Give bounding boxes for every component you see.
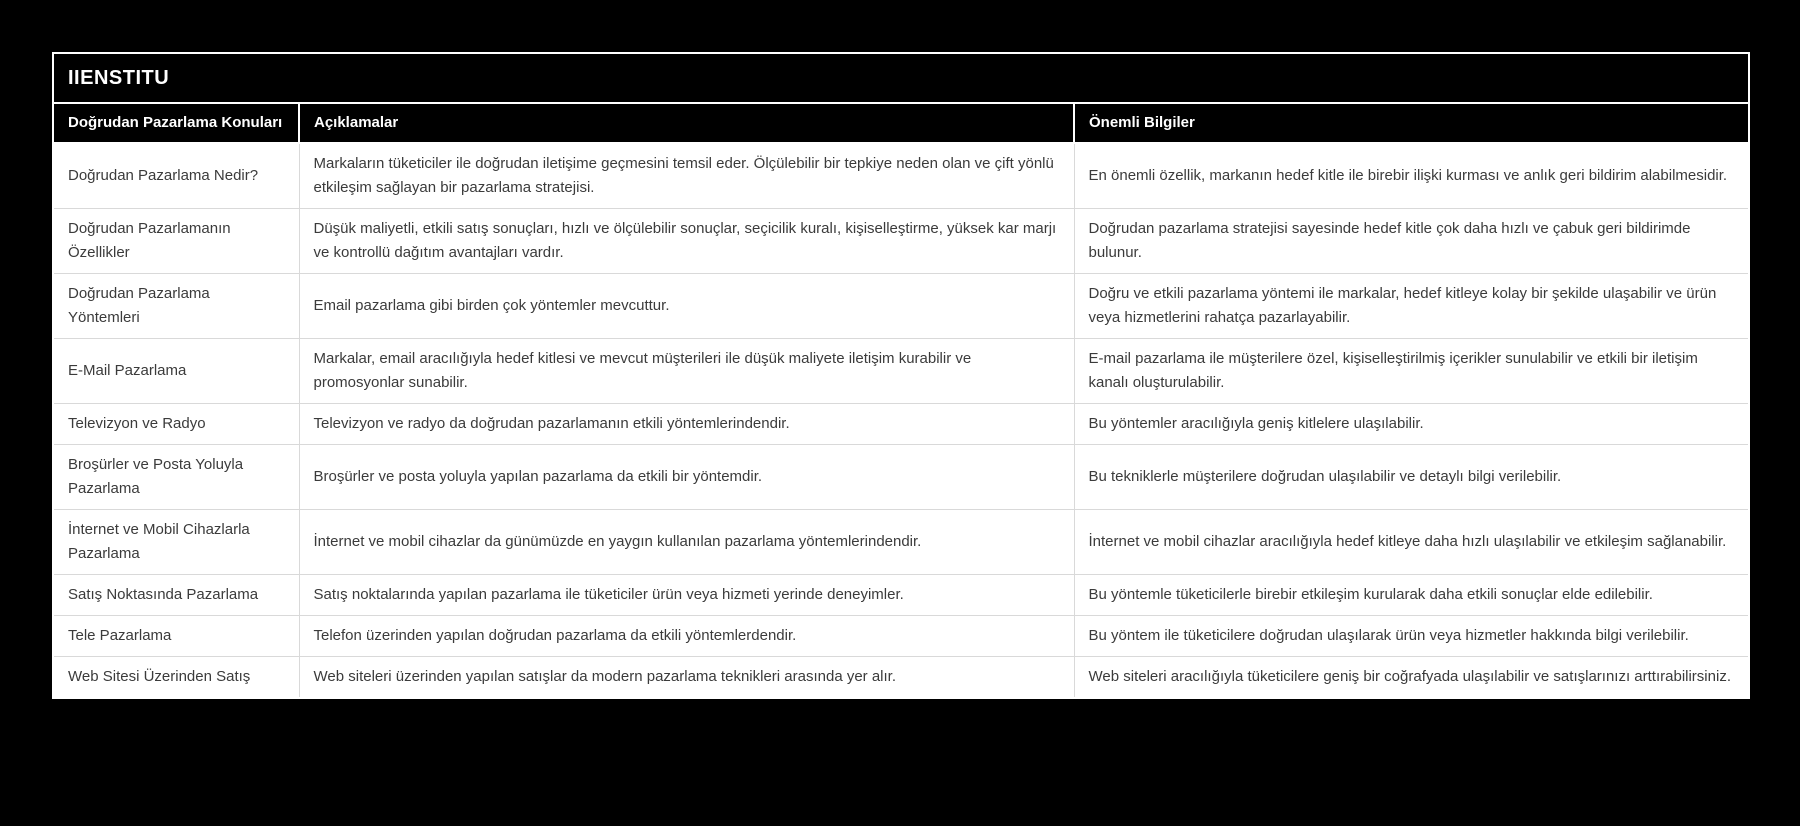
table-body <box>54 143 1748 697</box>
description-cell: İnternet ve mobil cihazlar da günümüzde en yaygın kullanılan pazarlama yöntemlerindendir. <box>299 510 1074 575</box>
description-cell: Düşük maliyetli, etkili satış sonuçları, hızlı ve ölçülebilir sonuçlar, seçicilik kuralı, kişiselleştirme, yüksek kar marjı ve kontrollü dağıtım avantajları vardır. <box>299 209 1074 274</box>
table-row <box>54 404 1748 445</box>
table-row <box>54 209 1748 274</box>
table-row <box>54 274 1748 339</box>
description-cell: Telefon üzerinden yapılan doğrudan pazarlama da etkili yöntemlerdendir. <box>299 616 1074 657</box>
description-cell: Satış noktalarında yapılan pazarlama ile tüketiciler ürün veya hizmeti yerinde deneyimler. <box>299 575 1074 616</box>
topic-cell: Web Sitesi Üzerinden Satış <box>54 657 299 698</box>
topic-cell: İnternet ve Mobil Cihazlarla Pazarlama <box>54 510 299 575</box>
topic-cell: Satış Noktasında Pazarlama <box>54 575 299 616</box>
description-cell: Email pazarlama gibi birden çok yöntemler mevcuttur. <box>299 274 1074 339</box>
info-cell: E-mail pazarlama ile müşterilere özel, kişiselleştirilmiş içerikler sunulabilir ve etkili bir iletişim kanalı oluşturulabilir. <box>1074 339 1748 404</box>
info-cell: Doğrudan pazarlama stratejisi sayesinde hedef kitle çok daha hızlı ve çabuk geri bildirimde bulunur. <box>1074 209 1748 274</box>
info-cell: Bu yöntemle tüketicilerle birebir etkileşim kurularak daha etkili sonuçlar elde edilebilir. <box>1074 575 1748 616</box>
table-row <box>54 657 1748 698</box>
table-row <box>54 510 1748 575</box>
info-cell: Bu yöntem ile tüketicilere doğrudan ulaşılarak ürün veya hizmetler hakkında bilgi verilebilir. <box>1074 616 1748 657</box>
description-cell: Televizyon ve radyo da doğrudan pazarlamanın etkili yöntemlerindendir. <box>299 404 1074 445</box>
column-header-topics: Doğrudan Pazarlama Konuları <box>54 104 299 143</box>
table-row <box>54 143 1748 209</box>
topic-cell: E-Mail Pazarlama <box>54 339 299 404</box>
info-cell: En önemli özellik, markanın hedef kitle ile birebir ilişki kurması ve anlık geri bildirim alabilmesidir. <box>1074 143 1748 209</box>
description-cell: Markalar, email aracılığıyla hedef kitlesi ve mevcut müşterileri ile düşük maliyete iletişim kurabilir ve promosyonlar sunabilir. <box>299 339 1074 404</box>
description-cell: Broşürler ve posta yoluyla yapılan pazarlama da etkili bir yöntemdir. <box>299 445 1074 510</box>
column-header-descriptions: Açıklamalar <box>299 104 1074 143</box>
info-cell: Bu tekniklerle müşterilere doğrudan ulaşılabilir ve detaylı bilgi verilebilir. <box>1074 445 1748 510</box>
topic-cell: Doğrudan Pazarlama Nedir? <box>54 143 299 209</box>
table-row <box>54 339 1748 404</box>
table-row <box>54 445 1748 510</box>
table-row <box>54 616 1748 657</box>
info-cell: Bu yöntemler aracılığıyla geniş kitlelere ulaşılabilir. <box>1074 404 1748 445</box>
topic-cell: Tele Pazarlama <box>54 616 299 657</box>
topic-cell: Broşürler ve Posta Yoluyla Pazarlama <box>54 445 299 510</box>
table-row <box>54 575 1748 616</box>
info-cell: Doğru ve etkili pazarlama yöntemi ile markalar, hedef kitleye kolay bir şekilde ulaşabilir ve ürün veya hizmetlerini rahatça pazarlayabilir. <box>1074 274 1748 339</box>
brand-title: IIENSTITU <box>54 54 1748 104</box>
info-cell: İnternet ve mobil cihazlar aracılığıyla hedef kitleye daha hızlı ulaşılabilir ve etkileşim sağlanabilir. <box>1074 510 1748 575</box>
direct-marketing-table <box>54 104 1748 697</box>
table-header-row <box>54 104 1748 143</box>
description-cell: Web siteleri üzerinden yapılan satışlar da modern pazarlama teknikleri arasında yer alır. <box>299 657 1074 698</box>
description-cell: Markaların tüketiciler ile doğrudan iletişime geçmesini temsil eder. Ölçülebilir bir tepkiye neden olan ve çift yönlü etkileşim sağlayan bir pazarlama stratejisi. <box>299 143 1074 209</box>
topic-cell: Televizyon ve Radyo <box>54 404 299 445</box>
topic-cell: Doğrudan Pazarlama Yöntemleri <box>54 274 299 339</box>
topic-cell: Doğrudan Pazarlamanın Özellikler <box>54 209 299 274</box>
column-header-important-info: Önemli Bilgiler <box>1074 104 1748 143</box>
info-cell: Web siteleri aracılığıyla tüketicilere geniş bir coğrafyada ulaşılabilir ve satışlarınızı arttırabilirsiniz. <box>1074 657 1748 698</box>
direct-marketing-table-card <box>52 52 1750 699</box>
